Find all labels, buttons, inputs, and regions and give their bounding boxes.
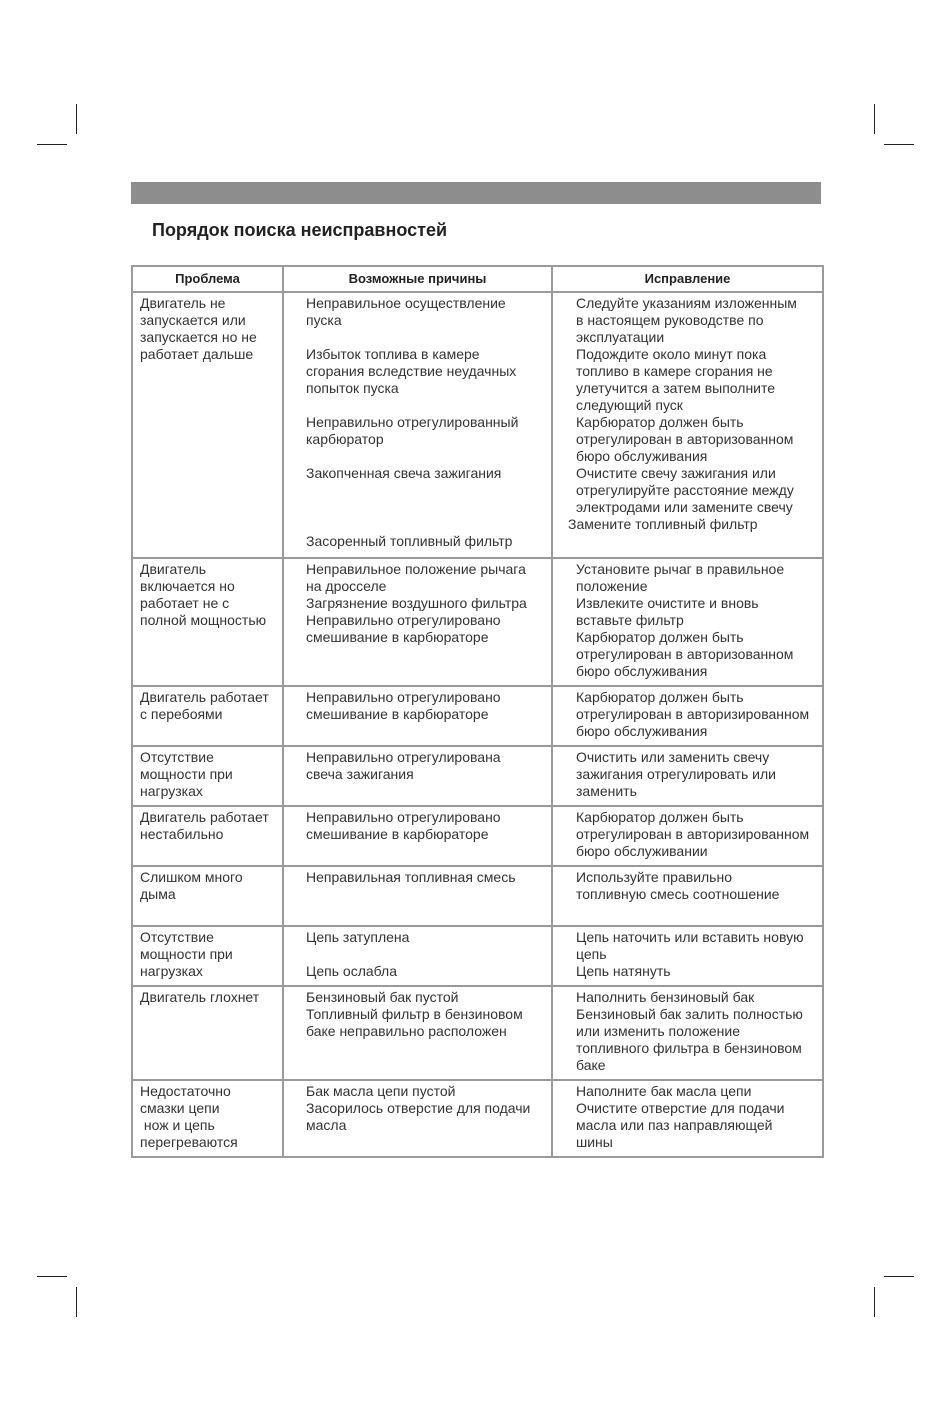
- cell-text: цепь: [576, 946, 607, 962]
- table-row: [132, 686, 823, 746]
- cell-text: эксплуатации: [576, 329, 665, 345]
- cell-text: мощности при: [140, 946, 233, 962]
- fix-cell: [552, 292, 823, 558]
- column-header-fix: Исправление: [552, 266, 823, 292]
- cell-text: топливо в камере сгорания не: [576, 363, 773, 379]
- problem-cell: [132, 806, 283, 866]
- cell-text: Неправильное осуществление: [306, 295, 506, 311]
- cell-text: вставьте фильтр: [576, 612, 684, 628]
- cell-text: Карбюратор должен быть: [576, 629, 744, 645]
- cell-text: заменить: [576, 783, 637, 799]
- problem-cell: [132, 746, 283, 806]
- cell-text: полной мощностью: [140, 612, 267, 628]
- cell-text: Бак масла цепи пустой: [306, 1083, 456, 1099]
- cell-text: на дросселе: [306, 578, 387, 594]
- cell-text: работает не с: [140, 595, 230, 611]
- crop-mark: [76, 1287, 77, 1317]
- table-row: [132, 866, 823, 926]
- fix-cell: [552, 558, 823, 686]
- cell-text: Карбюратор должен быть: [576, 414, 744, 430]
- cell-text: Закопченная свеча зажигания: [306, 465, 502, 481]
- table-row: [132, 926, 823, 986]
- cell-text: с перебоями: [140, 706, 223, 722]
- cause-cell: [283, 866, 552, 926]
- cell-text: Используйте правильно: [576, 869, 732, 885]
- cell-text: карбюратор: [306, 431, 384, 447]
- problem-cell: [132, 926, 283, 986]
- cell-text: Загрязнение воздушного фильтра: [306, 595, 527, 611]
- spacer: [306, 329, 545, 346]
- table-row: [132, 558, 823, 686]
- problem-cell: [132, 558, 283, 686]
- table-row: [132, 986, 823, 1080]
- cell-text: Цепь затуплена: [306, 929, 410, 945]
- cell-text: Отсутствие: [140, 749, 214, 765]
- spacer: [306, 499, 545, 516]
- crop-mark: [874, 104, 875, 134]
- problem-cell: [132, 866, 283, 926]
- cell-text: нагрузках: [140, 963, 203, 979]
- cell-text: попыток пуска: [306, 380, 399, 396]
- problem-cell: [132, 292, 283, 558]
- cell-text: Засорилось отверстие для подачи: [306, 1100, 531, 1116]
- cell-text: бюро обслуживания: [576, 723, 708, 739]
- cell-text: дыма: [140, 886, 176, 902]
- spacer: [306, 946, 545, 963]
- cell-text: масла: [306, 1117, 347, 1133]
- cell-text: свеча зажигания: [306, 766, 414, 782]
- cell-text: нестабильно: [140, 826, 224, 842]
- spacer: [306, 448, 545, 465]
- cell-text: Замените топливный фильтр: [568, 516, 758, 532]
- cell-text: бюро обслуживания: [576, 663, 708, 679]
- cell-text: Наполнить бензиновый бак: [576, 989, 755, 1005]
- cell-text: смешивание в карбюраторе: [306, 629, 489, 645]
- cell-text: нож и цепь: [140, 1117, 215, 1133]
- cell-text: Слишком много: [140, 869, 243, 885]
- crop-mark: [76, 104, 77, 134]
- cell-text: бюро обслуживания: [576, 448, 708, 464]
- column-header-problem: Проблема: [132, 266, 283, 292]
- cell-text: запускается но не: [140, 329, 257, 345]
- cell-text: Засоренный топливный фильтр: [306, 533, 513, 549]
- cell-text: смешивание в карбюраторе: [306, 826, 489, 842]
- fix-cell: [552, 986, 823, 1080]
- fix-cell: [552, 686, 823, 746]
- cell-text: Очистите свечу зажигания или: [576, 465, 776, 481]
- cell-text: Неправильно отрегулировано: [306, 612, 501, 628]
- cause-cell: [283, 686, 552, 746]
- problem-cell: [132, 686, 283, 746]
- crop-mark: [884, 144, 914, 145]
- cause-cell: [283, 1080, 552, 1157]
- cell-text: работает дальше: [140, 346, 254, 362]
- cause-cell: [283, 926, 552, 986]
- cell-text: Двигатель: [140, 561, 207, 577]
- cell-text: Цепь натянуть: [576, 963, 671, 979]
- cell-text: смазки цепи: [140, 1100, 220, 1116]
- cell-text: Установите рычаг в правильное: [576, 561, 785, 577]
- table-row: [132, 806, 823, 866]
- cell-text: Отсутствие: [140, 929, 214, 945]
- cell-text: Топливный фильтр в бензиновом: [306, 1006, 523, 1022]
- cell-text: нагрузках: [140, 783, 203, 799]
- cause-cell: [283, 746, 552, 806]
- cell-text: топливного фильтра в бензиновом: [576, 1040, 802, 1056]
- cell-text: Неправильно отрегулировано: [306, 689, 501, 705]
- cell-text: перегреваются: [140, 1134, 238, 1150]
- crop-mark: [37, 1276, 67, 1277]
- cause-cell: [283, 558, 552, 686]
- cell-text: топливную смесь соотношение: [576, 886, 780, 902]
- cell-text: Очистить или заменить свечу: [576, 749, 770, 765]
- troubleshooting-table: [131, 265, 824, 1158]
- cell-text: следующий пуск: [576, 397, 683, 413]
- cell-text: Бензиновый бак пустой: [306, 989, 459, 1005]
- cell-text: Двигатель работает: [140, 809, 269, 825]
- cell-text: запускается или: [140, 312, 246, 328]
- cause-cell: [283, 292, 552, 558]
- cell-text: отрегулируйте расстояние между: [576, 482, 794, 498]
- cause-cell: [283, 806, 552, 866]
- cell-text: электродами или замените свечу: [576, 499, 793, 515]
- cell-text: мощности при: [140, 766, 233, 782]
- cell-text: Очистите отверстие для подачи: [576, 1100, 785, 1116]
- cause-cell: [283, 986, 552, 1080]
- cell-text: в настоящем руководстве по: [576, 312, 764, 328]
- cell-text: отрегулирован в авторизованном: [576, 646, 794, 662]
- table-row: [132, 1080, 823, 1157]
- spacer: [306, 482, 545, 499]
- cell-text: или изменить положение: [576, 1023, 741, 1039]
- cell-text: сгорания вследствие неудачных: [306, 363, 517, 379]
- cell-text: масла или паз направляющей: [576, 1117, 773, 1133]
- fix-cell: [552, 746, 823, 806]
- crop-mark: [884, 1276, 914, 1277]
- crop-mark: [37, 144, 67, 145]
- cell-text: Наполните бак масла цепи: [576, 1083, 752, 1099]
- cell-text: включается но: [140, 578, 235, 594]
- cell-text: Неправильно отрегулировано: [306, 809, 501, 825]
- cell-text: пуска: [306, 312, 342, 328]
- cell-text: Неправильно отрегулированный: [306, 414, 519, 430]
- cell-text: Двигатель глохнет: [140, 989, 260, 1005]
- section-header-bar: [131, 182, 821, 204]
- spacer: [306, 516, 545, 533]
- cell-text: Следуйте указаниям изложенным: [576, 295, 797, 311]
- cell-text: баке неправильно расположен: [306, 1023, 507, 1039]
- cell-text: улетучится а затем выполните: [576, 380, 776, 396]
- cell-text: Избыток топлива в камере: [306, 346, 480, 362]
- cell-text: Карбюратор должен быть: [576, 689, 744, 705]
- cell-text: Подождите около минут пока: [576, 346, 767, 362]
- spacer: [306, 397, 545, 414]
- cell-text: положение: [576, 578, 648, 594]
- cell-text: отрегулирован в авторизованном: [576, 431, 794, 447]
- table-row: [132, 746, 823, 806]
- problem-cell: [132, 1080, 283, 1157]
- fix-cell: [552, 806, 823, 866]
- cell-text: Недостаточно: [140, 1083, 231, 1099]
- table-header-row: [132, 266, 823, 292]
- cell-text: баке: [576, 1057, 606, 1073]
- cell-text: Двигатель работает: [140, 689, 269, 705]
- fix-cell: [552, 926, 823, 986]
- cell-text: Неправильное положение рычага: [306, 561, 526, 577]
- fix-cell: [552, 1080, 823, 1157]
- cell-text: Цепь ослабла: [306, 963, 397, 979]
- fix-cell: [552, 866, 823, 926]
- cell-text: Карбюратор должен быть: [576, 809, 744, 825]
- table-row: [132, 292, 823, 558]
- cell-text: Неправильно отрегулирована: [306, 749, 501, 765]
- cell-text: шины: [576, 1134, 613, 1150]
- cell-text: Бензиновый бак залить полностью: [576, 1006, 803, 1022]
- cell-text: Двигатель не: [140, 295, 226, 311]
- problem-cell: [132, 986, 283, 1080]
- cell-text: зажигания отрегулировать или: [576, 766, 776, 782]
- cell-text: Цепь наточить или вставить новую: [576, 929, 804, 945]
- column-header-causes: Возможные причины: [283, 266, 552, 292]
- page-title: Порядок поиска неисправностей: [152, 220, 448, 240]
- crop-mark: [874, 1287, 875, 1317]
- cell-text: Извлеките очистите и вновь: [576, 595, 759, 611]
- cell-text: смешивание в карбюраторе: [306, 706, 489, 722]
- cell-text: Неправильная топливная смесь: [306, 869, 516, 885]
- cell-text: отрегулирован в авторизированном: [576, 826, 810, 842]
- cell-text: отрегулирован в авторизированном: [576, 706, 810, 722]
- cell-text: бюро обслуживании: [576, 843, 708, 859]
